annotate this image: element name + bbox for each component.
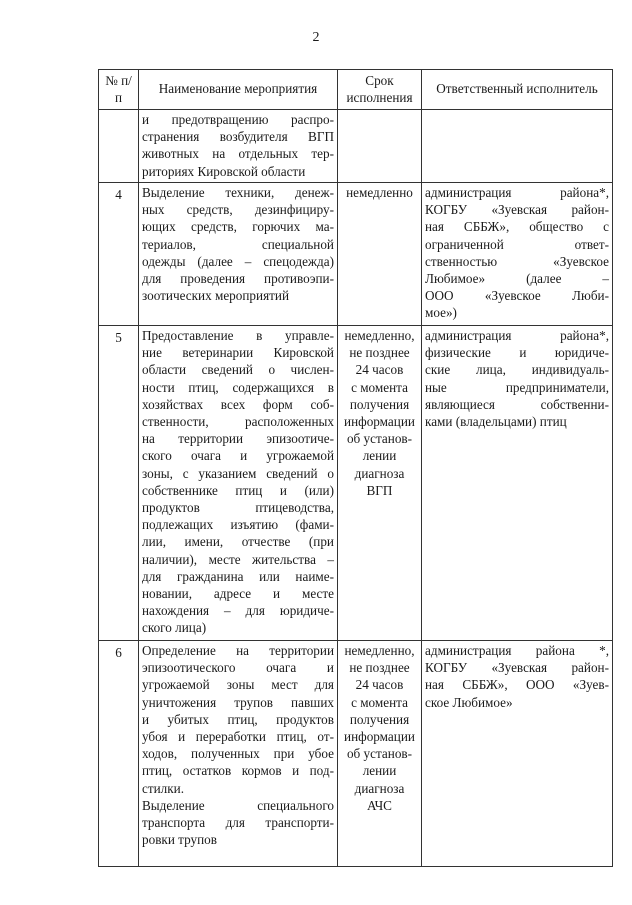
- measure-name-line: новании, адресе и месте: [142, 586, 334, 602]
- measure-name-line: ности птиц, содержащихся в: [142, 379, 334, 395]
- measure-name: [139, 110, 338, 183]
- measure-name-line: животных на отдельных тер-: [142, 146, 334, 162]
- deadline: [338, 183, 422, 326]
- measure-name-line: и предотвращению распро-: [142, 112, 334, 127]
- measure-name-line: хозяйствах всех форм соб-: [142, 396, 334, 412]
- measure-name-line: стилки.: [142, 780, 185, 796]
- table-row: [99, 110, 613, 183]
- measure-name: [139, 641, 338, 867]
- deadline-line: диагноза: [354, 780, 405, 796]
- measure-name: [139, 326, 338, 641]
- responsible-line: ские лица, индивидуаль-: [425, 362, 609, 378]
- row-number: 4: [99, 183, 139, 326]
- responsible: [422, 110, 613, 183]
- measure-name-line: Выделение техники, денеж-: [142, 185, 334, 200]
- measure-name-line: ние ветеринарии Кировской: [142, 345, 334, 361]
- responsible-line: КОГБУ «Зуевская район-: [425, 202, 609, 218]
- measure-name-line: ственности, расположенных: [142, 414, 334, 430]
- deadline-line: ВГП: [366, 482, 393, 498]
- responsible-line: ственностью «Зуевское: [425, 253, 609, 269]
- deadline-line: информации: [344, 729, 415, 745]
- table-body: [99, 110, 613, 867]
- measure-name-line: териалов, специальной: [142, 236, 334, 252]
- measure-name-line: одежды (далее – спецодежда): [142, 253, 334, 269]
- header-num: № п/п: [99, 70, 139, 110]
- measures-table: [98, 69, 613, 867]
- responsible-line: администрация района*,: [425, 185, 609, 200]
- responsible-line: ные предприниматели,: [425, 379, 609, 395]
- table-row: [99, 641, 613, 867]
- measure-name-line: ского очага и угрожаемой: [142, 448, 334, 464]
- table-row: [99, 183, 613, 326]
- measure-name-line: странения возбудителя ВГП: [142, 129, 334, 145]
- deadline: [338, 110, 422, 183]
- responsible-line: мое»): [425, 305, 457, 321]
- measure-name-line: зоотических мероприятий: [142, 288, 290, 304]
- responsible-line: ское Любимое»: [425, 694, 513, 710]
- measure-name-line: угрожаемой зоны мест для: [142, 677, 334, 693]
- measure-name-line: собственнике птиц и (или): [142, 482, 334, 498]
- table-row: [99, 326, 613, 641]
- measure-name-line: нахождения – для юридиче-: [142, 603, 334, 619]
- measure-name-line: ных средств, дезинфициру-: [142, 202, 334, 218]
- measure-name-line: продуктов птицеводства,: [142, 500, 334, 516]
- responsible-line: ООО «Зуевское Люби-: [425, 288, 609, 304]
- deadline-line: информации: [344, 414, 415, 430]
- measure-name-line: Определение на территории: [142, 643, 334, 658]
- deadline-line: немедленно: [346, 185, 413, 200]
- responsible-line: ограниченной ответ-: [425, 236, 609, 252]
- deadline-line: получения: [349, 396, 410, 412]
- page-number: 2: [312, 30, 320, 45]
- measure-name-line: эпизоотического очага и: [142, 660, 334, 676]
- measure-name-line: зоны, с указанием сведений о: [142, 465, 334, 481]
- responsible-line: являющиеся собственни-: [425, 396, 609, 412]
- measure-name-line: Предоставление в управле-: [142, 328, 334, 343]
- deadline-line: с момента: [351, 379, 408, 395]
- deadline-line: не позднее: [349, 660, 410, 676]
- deadline-line: не позднее: [349, 345, 410, 361]
- responsible: [422, 183, 613, 326]
- responsible-line: ная СББЖ», общество с: [425, 219, 609, 235]
- measure-name-line: ющих средств, горючих ма-: [142, 219, 334, 235]
- responsible-line: Любимое» (далее –: [425, 271, 609, 287]
- measure-name-line: для гражданина или наиме-: [142, 568, 334, 584]
- responsible: [422, 326, 613, 641]
- measure-name-line: области сведений о числен-: [142, 362, 334, 378]
- measure-name-line: убоя и переработки птиц, от-: [142, 729, 334, 745]
- header-responsible: Ответственный исполнитель: [422, 70, 613, 110]
- responsible-line: администрация района *,: [425, 643, 609, 658]
- deadline-line: АЧС: [367, 797, 392, 813]
- measure-name-line: ского лица): [142, 620, 207, 636]
- row-number: 5: [99, 326, 139, 641]
- responsible-line: физические и юридиче-: [425, 345, 609, 361]
- deadline-line: 24 часов: [355, 362, 404, 378]
- deadline-line: лении: [362, 763, 397, 779]
- measure-name-line: Выделение специального: [142, 797, 334, 813]
- measure-name-line: лии, имени, отчестве (при: [142, 534, 334, 550]
- measure-name-line: птиц, остатков кормов и под-: [142, 763, 334, 779]
- deadline-line: 24 часов: [355, 677, 404, 693]
- table-header-row: [99, 70, 613, 110]
- measure-name-line: для проведения противоэпи-: [142, 271, 334, 287]
- deadline-line: с момента: [351, 694, 408, 710]
- row-number: 6: [99, 641, 139, 867]
- measure-name-line: наличии), месте жительства –: [142, 551, 334, 567]
- measure-name-line: и убитых птиц, продуктов: [142, 711, 334, 727]
- responsible: [422, 641, 613, 867]
- responsible-line: администрация района*,: [425, 328, 609, 343]
- responsible-line: ками (владельцами) птиц: [425, 414, 567, 430]
- deadline-line: об установ-: [346, 431, 413, 447]
- deadline-line: лении: [362, 448, 397, 464]
- measure-name-line: на территории эпизоотиче-: [142, 431, 334, 447]
- deadline: [338, 326, 422, 641]
- measure-name-line: ходов, полученных при убое: [142, 746, 334, 762]
- row-number: [99, 110, 139, 183]
- header-deadline: Срок исполнения: [338, 70, 422, 110]
- responsible-line: КОГБУ «Зуевская район-: [425, 660, 609, 676]
- measure-name-line: транспорта для транспорти-: [142, 815, 334, 831]
- deadline-line: немедленно,: [344, 643, 415, 658]
- header-name: Наименование мероприятия: [139, 70, 338, 110]
- measure-name-line: риториях Кировской области: [142, 163, 306, 179]
- measure-name-line: уничтожения трупов павших: [142, 694, 334, 710]
- measure-name-line: подлежащих изъятию (фами-: [142, 517, 334, 533]
- deadline-line: немедленно,: [344, 328, 415, 343]
- deadline-line: получения: [349, 711, 410, 727]
- deadline-line: диагноза: [354, 465, 405, 481]
- measure-name-line: ровки трупов: [142, 832, 217, 848]
- deadline-line: об установ-: [346, 746, 413, 762]
- deadline: [338, 641, 422, 867]
- responsible-line: ная СББЖ», ООО «Зуев-: [425, 677, 609, 693]
- measure-name: [139, 183, 338, 326]
